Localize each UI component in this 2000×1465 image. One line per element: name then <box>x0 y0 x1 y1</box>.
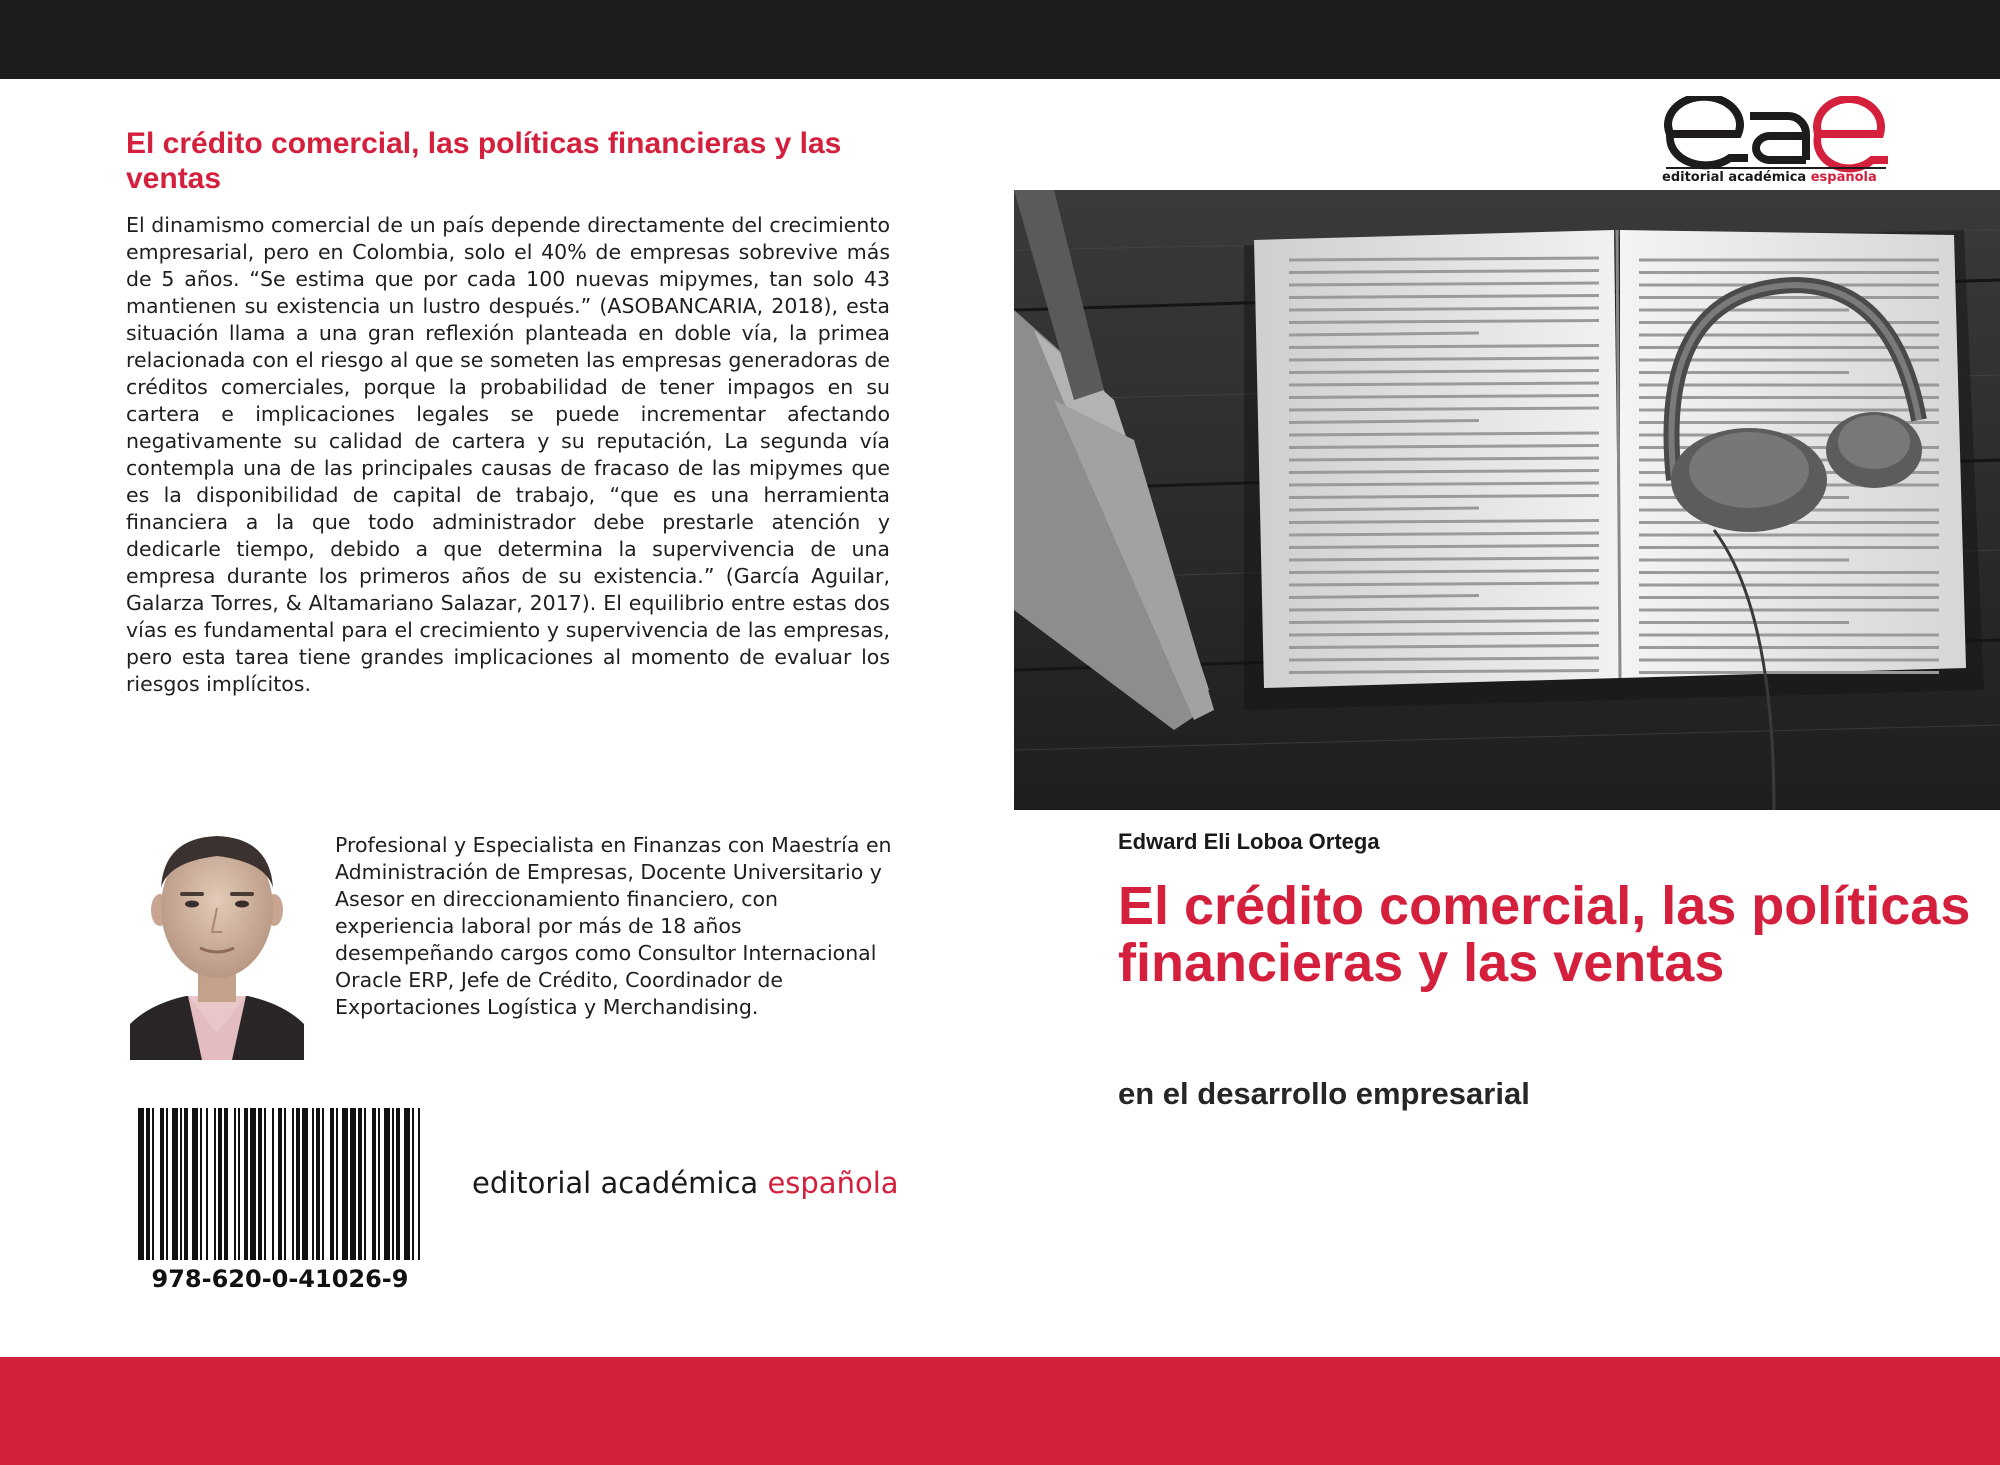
front-author: Edward Eli Loboa Ortega <box>1118 829 1380 854</box>
front-title: El crédito comercial, las políticas financieras y las ventas <box>1118 876 1971 993</box>
logo-caption-accent: española <box>1810 170 1877 185</box>
author-photo <box>130 828 304 1060</box>
publisher-name-accent: española <box>767 1166 899 1200</box>
logo-caption-main: editorial académica <box>1662 170 1807 185</box>
back-cover-blurb: El dinamismo comercial de un país depende directamente del crecimiento empresarial, pero en Colombia, solo el 40% de empresas sobrevive más de 5 años. “Se estima que por cada 100 nuevas mipymes, tan solo 43 mantienen su existencia un lustro después.” (ASOBANCARIA, 2018), esta situación llama a una gran reflexión planteada en doble vía, la primea relacionada con el riesgo al que se someten las empresas generadoras de créditos comerciales, porque la probabilidad de tener impagos en su cartera e implicaciones legales se puede incrementar afectando negativamente su calidad de cartera y su reputación, La segunda vía contempla una de las principales causas de fracaso de las mipymes que es la disponibilidad de capital de trabajo, “que es una herramienta financiera a la que todo administrador debe prestarle atención y dedicarle tiempo, debido a que determina la supervivencia de una empresa durante los primeros años de su existencia.” (García Aguilar, Galarza Torres, & Altamariano Salazar, 2017). El equilibrio entre estas dos vías es fundamental para el crecimiento y supervivencia de las empresas, pero esta tarea tiene grandes implicaciones al momento de evaluar los riesgos implícitos. <box>126 213 890 696</box>
cover-photo <box>1014 190 2000 810</box>
barcode <box>138 1108 420 1260</box>
back-cover-title: El crédito comercial, las políticas financieras y las ventas <box>126 127 842 195</box>
top-band <box>0 0 2000 79</box>
bottom-band <box>0 1357 2000 1465</box>
isbn: 978-620-0-41026-9 <box>151 1265 409 1293</box>
publisher-name <box>472 1166 902 1200</box>
author-bio: Profesional y Especialista en Finanzas con Maestría en Administración de Empresas, Docente Universitario y Asesor en direccionamiento financiero, con experiencia laboral por más de 18 años desempeñando cargos como Consultor Internacional Oracle ERP, Jefe de Crédito, Coordinador de Exportaciones Logística y Merchandising. <box>335 833 892 1019</box>
front-subtitle: en el desarrollo empresarial <box>1118 1076 1530 1111</box>
logo-caption <box>1662 170 1892 185</box>
publisher-name-main: editorial académica <box>472 1166 759 1200</box>
